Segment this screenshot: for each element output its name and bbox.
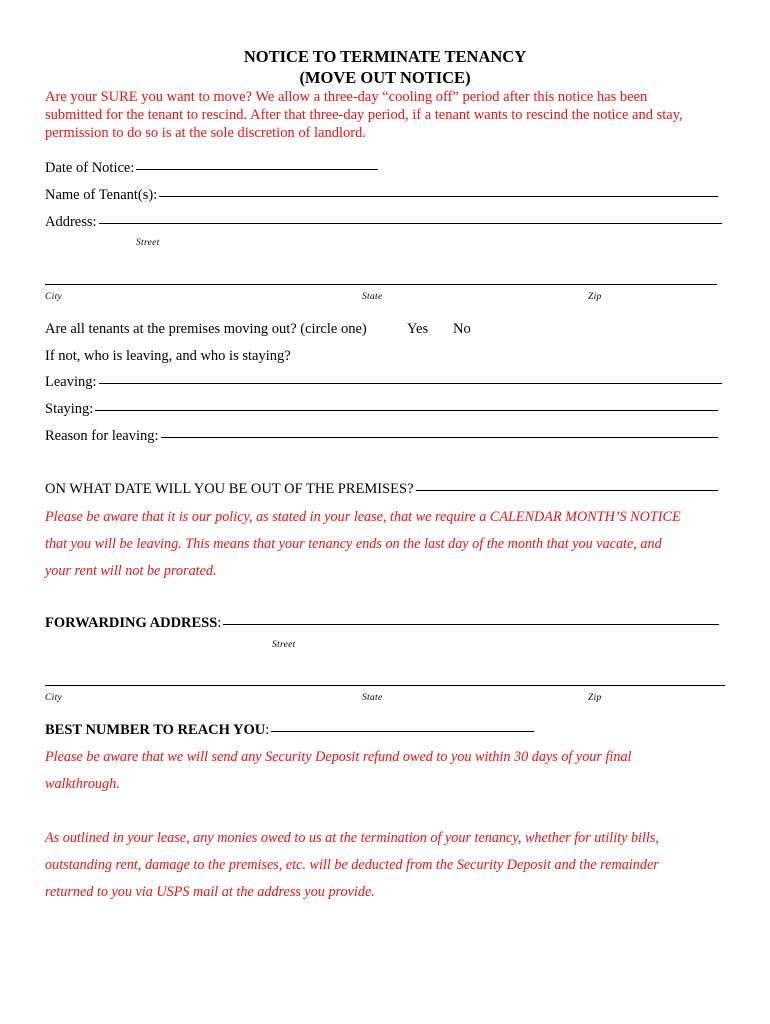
page-title: NOTICE TO TERMINATE TENANCY — [243, 47, 527, 66]
reason-row — [45, 428, 718, 445]
move-date-field[interactable] — [416, 489, 718, 491]
monies-line-1: As outlined in your lease, any monies owed to us at the termination of your tenancy, whether for utility bills, — [45, 830, 659, 846]
deposit-line-1: Please be aware that we will send any Security Deposit refund owed to you within 30 days of your final — [45, 749, 632, 765]
forwarding-label: FORWARDING ADDRESS — [45, 615, 218, 631]
address-label: Address: — [45, 214, 97, 230]
leaving-field[interactable] — [99, 382, 722, 384]
phone-colon: : — [265, 722, 270, 738]
forwarding-street-caption: Street — [272, 640, 296, 650]
no-option[interactable]: No — [453, 321, 471, 337]
forwarding-street-field[interactable] — [223, 623, 719, 625]
city-caption: City — [45, 292, 63, 302]
staying-label: Staying: — [45, 401, 94, 417]
phone-row — [45, 722, 534, 739]
tenant-name-label: Name of Tenant(s): — [45, 187, 158, 203]
address-street-field[interactable] — [99, 222, 722, 224]
forwarding-city-field[interactable] — [45, 685, 725, 686]
warning-line-3: permission to do so is at the sole discretion of landlord. — [45, 125, 366, 141]
notice-policy-line-2: that you will be leaving. This means that your tenancy ends on the last day of the month that you vacate, and — [45, 536, 662, 552]
warning-line-1: Are your SURE you want to move? We allow a three-day “cooling off” period after this notice has been — [45, 89, 648, 105]
forwarding-state-caption: State — [362, 693, 383, 703]
monies-line-2: outstanding rent, damage to the premises, etc. will be deducted from the Security Deposit and the remainder — [45, 857, 659, 873]
if-not-question: If not, who is leaving, and who is staying? — [45, 348, 291, 364]
date-of-notice-row — [45, 160, 378, 177]
forwarding-colon: : — [217, 615, 222, 631]
staying-row — [45, 401, 718, 418]
forwarding-city-caption: City — [45, 693, 63, 703]
notice-policy-line-3: your rent will not be prorated. — [45, 563, 217, 579]
leaving-row — [45, 374, 722, 391]
address-city-field[interactable] — [45, 284, 717, 285]
notice-policy-line-1: Please be aware that it is our policy, as stated in your lease, that we require a CALENDAR MONTH’S NOTICE — [45, 509, 681, 525]
address-row — [45, 214, 722, 231]
yes-option[interactable]: Yes — [407, 321, 429, 337]
staying-field[interactable] — [95, 409, 718, 411]
monies-line-3: returned to you via USPS mail at the address you provide. — [45, 884, 375, 900]
leaving-label: Leaving: — [45, 374, 97, 390]
forwarding-row — [45, 615, 719, 632]
date-of-notice-label: Date of Notice: — [45, 160, 135, 176]
deposit-line-2: walkthrough. — [45, 776, 120, 792]
phone-label: BEST NUMBER TO REACH YOU — [45, 722, 266, 738]
tenant-name-field[interactable] — [159, 195, 718, 197]
reason-field[interactable] — [161, 436, 718, 438]
street-caption: Street — [136, 238, 160, 248]
warning-line-2: submitted for the tenant to rescind. After that three-day period, if a tenant wants to rescind the notice and stay, — [45, 107, 683, 123]
forwarding-zip-caption: Zip — [588, 693, 602, 703]
move-date-row — [45, 481, 718, 498]
tenant-name-row — [45, 187, 718, 204]
date-of-notice-field[interactable] — [136, 168, 378, 170]
reason-label: Reason for leaving: — [45, 428, 159, 444]
zip-caption: Zip — [588, 292, 602, 302]
move-date-label: ON WHAT DATE WILL YOU BE OUT OF THE PREMISES? — [45, 481, 414, 497]
all-moving-question: Are all tenants at the premises moving out? (circle one) — [45, 321, 367, 337]
page-subtitle: (MOVE OUT NOTICE) — [299, 68, 471, 87]
state-caption: State — [362, 292, 383, 302]
phone-field[interactable] — [271, 730, 534, 732]
